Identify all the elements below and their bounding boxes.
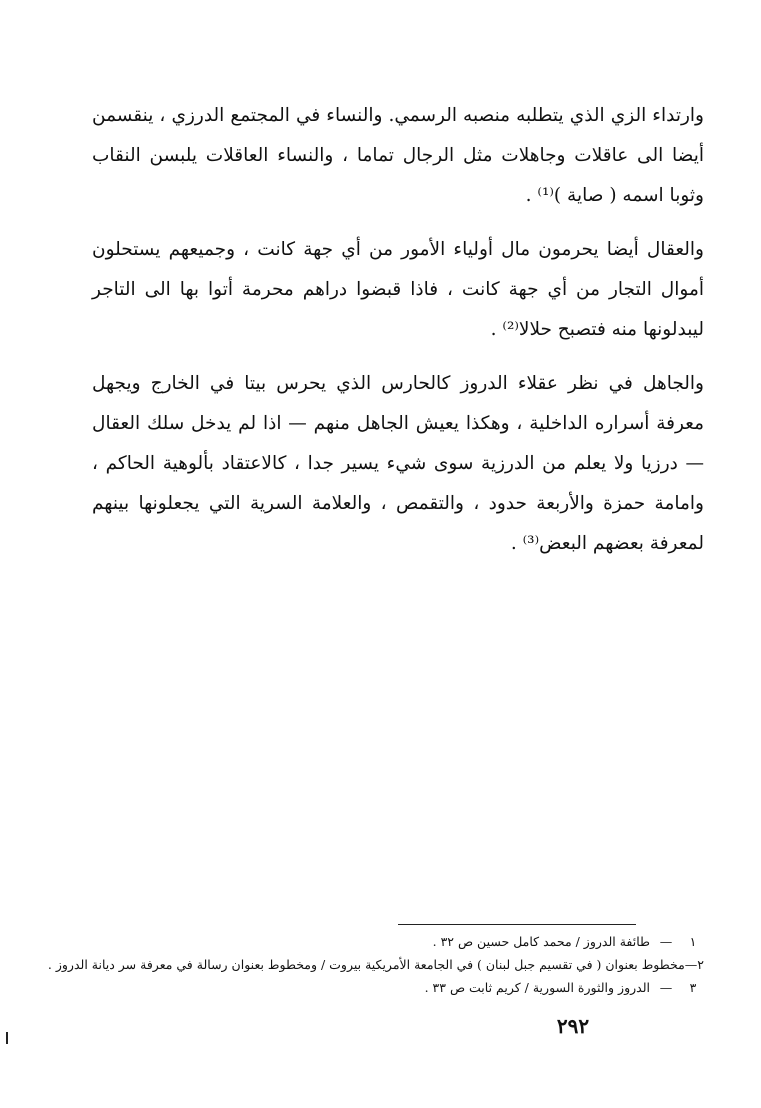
- page-number: ٢٩٢: [556, 1014, 590, 1038]
- footnote-text: طائفة الدروز / محمد كامل حسين ص ٣٢ .: [432, 934, 650, 949]
- paragraph-3: والجاهل في نظر عقلاء الدروز كالحارس الذي يحرس بيتا في الخارج ويجهل معرفة أسراره الداخلية ، وهكذا يعيش الجاهل منهم — اذا لم يدخل سلك العقال — درزيا ولا يعلم من الدرزية سوى شيء يسير جدا ، كالاعتقاد بألوهية الحاكم ، وامامة حمزة والأربعة حدود ، والتقمص ، والعلامة السرية التي يجعلونها بينهم لمعرفة بعضهم البعض⁽³⁾ .: [92, 373, 704, 554]
- footnote-number: ٣: [689, 980, 697, 995]
- footnote-dash: —: [684, 957, 698, 972]
- main-text: [92, 96, 704, 578]
- footnotes-list: [47, 930, 704, 999]
- paragraph-2: والعقال أيضا يحرمون مال أولياء الأمور من أي جهة كانت ، وجميعهم يستحلون أموال التجار من أي جهة كانت ، فاذا قبضوا دراهم محرمة أتوا بها الى التاجر ليبدلونها منه فتصبح حلالا⁽²⁾ .: [92, 239, 704, 340]
- footnote-item: [47, 953, 704, 976]
- footnote-item: [90, 930, 704, 953]
- footnote-divider: [398, 924, 636, 925]
- footnote-dash: —: [659, 980, 673, 995]
- footnote-text: الدروز والثورة السورية / كريم ثابت ص ٣٣ .: [424, 980, 650, 995]
- footnote-number: ٢: [697, 957, 704, 972]
- paragraph-1: وارتداء الزي الذي يتطلبه منصبه الرسمي. والنساء في المجتمع الدرزي ، ينقسمن أيضا الى عاقلات وجاهلات مثل الرجال تماما ، والنساء العاقلات يلبسن النقاب وثوبا اسمه ( صاية )⁽¹⁾ .: [92, 105, 704, 206]
- scan-margin-mark: [6, 1032, 8, 1044]
- footnote-number: ١: [689, 934, 697, 949]
- footnote-text: مخطوط بعنوان ( في تقسيم جبل لبنان ) في الجامعة الأمريكية بيروت / ومخطوط بعنوان رسالة في معرفة سر ديانة الدروز .: [47, 957, 685, 972]
- footnote-dash: —: [659, 934, 673, 949]
- footnote-item: [90, 976, 704, 999]
